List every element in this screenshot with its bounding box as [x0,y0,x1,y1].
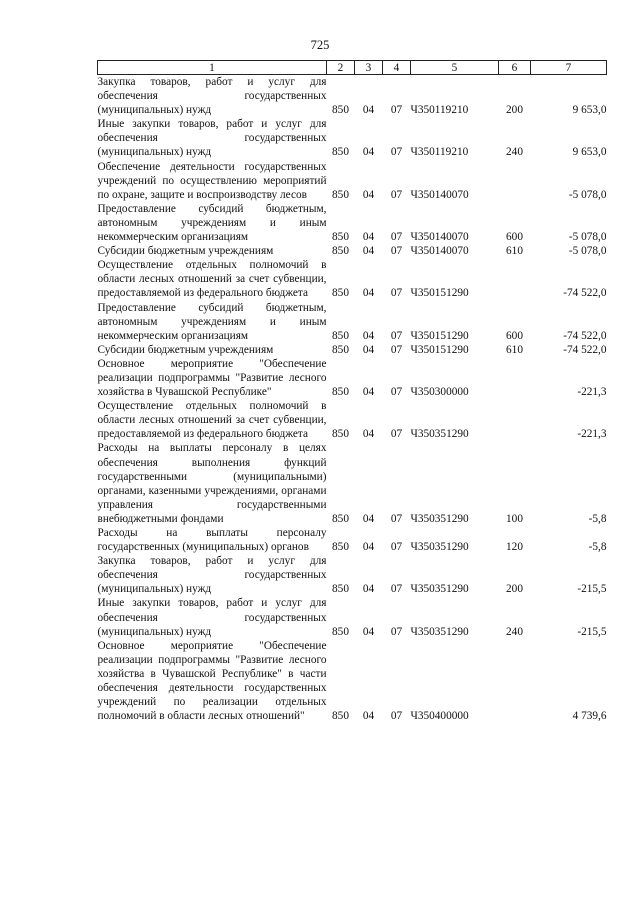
column-header-3: 3 [355,61,383,75]
column-header-1: 1 [98,61,327,75]
column-header-4: 4 [383,61,411,75]
ministry-code: 850 [332,188,349,201]
table-row [98,244,607,258]
subsection-code: 07 [390,428,403,441]
expense-type-code [499,399,531,441]
table-row [98,357,607,399]
ministry-code: 850 [332,512,349,525]
row-name: Осуществление отдельных полномочий в области лесных отношений за счет субвенции, предоставляемой из федерального бюджета [97,259,327,300]
row-name: Обеспечение деятельности государственных учреждений по осуществлению мероприятий по охране, защите и воспроизводству лесов [97,160,327,201]
target-article-code: Ч350119210 [410,146,469,159]
table-row [98,75,607,118]
section-code: 04 [362,541,375,554]
expense-type-code: 200 [506,104,523,117]
target-article-code: Ч350351290 [410,583,469,596]
expense-type-code: 610 [506,245,523,258]
budget-table [97,60,607,723]
ministry-code: 850 [332,625,349,638]
amount: 9 653,0 [572,104,607,117]
target-article-code: Ч350140070 [410,188,469,201]
row-name: Осуществление отдельных полномочий в области лесных отношений за счет субвенции, предоставляемой из федерального бюджета [97,400,327,441]
row-name: Основное мероприятие "Обеспечение реализации подпрограммы "Развитие лесного хозяйства в Чувашской Республике" [97,357,327,399]
subsection-code: 07 [390,541,403,554]
ministry-code: 850 [332,583,349,596]
section-code: 04 [362,146,375,159]
target-article-code: Ч350151290 [410,329,469,342]
section-code: 04 [362,104,375,117]
subsection-code: 07 [390,287,403,300]
amount: -74 522,0 [563,329,607,342]
amount: -215,5 [577,625,607,638]
row-name: Закупка товаров, работ и услуг для обеспечения государственных (муниципальных) нужд [97,76,327,117]
row-name: Расходы на выплаты персоналу государственных (муниципальных) органов [97,527,327,554]
section-code: 04 [362,329,375,342]
expense-type-code: 120 [506,541,523,554]
section-code: 04 [362,343,375,356]
ministry-code: 850 [332,428,349,441]
section-code: 04 [362,231,375,244]
expense-type-code: 100 [506,512,523,525]
expense-type-code [499,357,531,399]
subsection-code: 07 [390,245,403,258]
table-row [98,639,607,724]
expense-type-code: 240 [506,625,523,638]
ministry-code: 850 [332,329,349,342]
ministry-code: 850 [332,343,349,356]
subsection-code: 07 [390,188,403,201]
table-row [98,202,607,244]
target-article-code: Ч350351290 [410,625,469,638]
row-name: Иные закупки товаров, работ и услуг для обеспечения государственных (муниципальных) нужд [97,597,327,638]
ministry-code: 850 [332,231,349,244]
ministry-code: 850 [332,287,349,300]
table-row [98,117,607,159]
section-code: 04 [362,386,375,399]
amount: -5 078,0 [568,188,607,201]
section-code: 04 [362,583,375,596]
subsection-code: 07 [390,386,403,399]
section-code: 04 [362,710,375,723]
amount: -221,3 [577,386,607,399]
column-header-6: 6 [499,61,531,75]
row-name: Субсидии бюджетным учреждениям [97,245,274,258]
target-article-code: Ч350151290 [410,343,469,356]
row-name: Расходы на выплаты персоналу в целях обеспечения выполнения функций государственными (муниципальными) органами, казенными учреждениями, органами управления государственными внебюджетными фондами [97,442,327,525]
subsection-code: 07 [390,146,403,159]
section-code: 04 [362,428,375,441]
column-header-7: 7 [531,61,607,75]
amount: 9 653,0 [572,146,607,159]
target-article-code: Ч350351290 [410,512,469,525]
expense-type-code: 600 [506,231,523,244]
amount: -74 522,0 [563,343,607,356]
table-body [98,75,607,724]
subsection-code: 07 [390,343,403,356]
expense-type-code [499,639,531,724]
ministry-code: 850 [332,386,349,399]
amount: -215,5 [577,583,607,596]
row-name: Закупка товаров, работ и услуг для обеспечения государственных (муниципальных) нужд [97,555,327,596]
amount: 4 739,6 [572,710,607,723]
section-code: 04 [362,287,375,300]
table-row [98,160,607,202]
subsection-code: 07 [390,625,403,638]
section-code: 04 [362,188,375,201]
table-row [98,343,607,357]
subsection-code: 07 [390,329,403,342]
column-header-2: 2 [327,61,355,75]
target-article-code: Ч350351290 [410,428,469,441]
target-article-code: Ч350151290 [410,287,469,300]
amount: -5,8 [588,541,607,554]
page-number: 725 [310,38,330,52]
table-row [98,258,607,300]
table-header-row [98,61,607,75]
section-code: 04 [362,512,375,525]
amount: -221,3 [577,428,607,441]
ministry-code: 850 [332,104,349,117]
ministry-code: 850 [332,541,349,554]
row-name: Предоставление субсидий бюджетным, автономным учреждениям и иным некоммерческим организациям [97,202,327,244]
table-row [98,301,607,343]
target-article-code: Ч350400000 [410,710,469,723]
amount: -5,8 [588,512,607,525]
row-name: Предоставление субсидий бюджетным, автономным учреждениям и иным некоммерческим организациям [97,301,327,342]
row-name: Основное мероприятие "Обеспечение реализации подпрограммы "Развитие лесного хозяйства в Чувашской Республике" в части обеспечения деятельности государственных учреждений по реализации отдельных полномочий в области лесных отношений" [97,639,327,723]
subsection-code: 07 [390,512,403,525]
amount: -5 078,0 [568,245,607,258]
table-row [98,554,607,596]
target-article-code: Ч350351290 [410,541,469,554]
ministry-code: 850 [332,710,349,723]
ministry-code: 850 [332,146,349,159]
table-row [98,526,607,554]
subsection-code: 07 [390,710,403,723]
target-article-code: Ч350300000 [410,386,469,399]
expense-type-code: 600 [506,329,523,342]
row-name: Иные закупки товаров, работ и услуг для обеспечения государственных (муниципальных) нужд [97,118,327,159]
section-code: 04 [362,625,375,638]
amount: -5 078,0 [568,231,607,244]
expense-type-code [499,258,531,300]
subsection-code: 07 [390,231,403,244]
section-code: 04 [362,245,375,258]
table-row [98,596,607,638]
target-article-code: Ч350140070 [410,231,469,244]
table-row [98,399,607,441]
column-header-5: 5 [411,61,499,75]
ministry-code: 850 [332,245,349,258]
target-article-code: Ч350119210 [410,104,469,117]
row-name: Субсидии бюджетным учреждениям [97,343,274,356]
subsection-code: 07 [390,583,403,596]
subsection-code: 07 [390,104,403,117]
amount: -74 522,0 [563,287,607,300]
expense-type-code: 240 [506,146,523,159]
table-row [98,441,607,526]
expense-type-code: 610 [506,343,523,356]
target-article-code: Ч350140070 [410,245,469,258]
expense-type-code: 200 [506,583,523,596]
expense-type-code [499,160,531,202]
